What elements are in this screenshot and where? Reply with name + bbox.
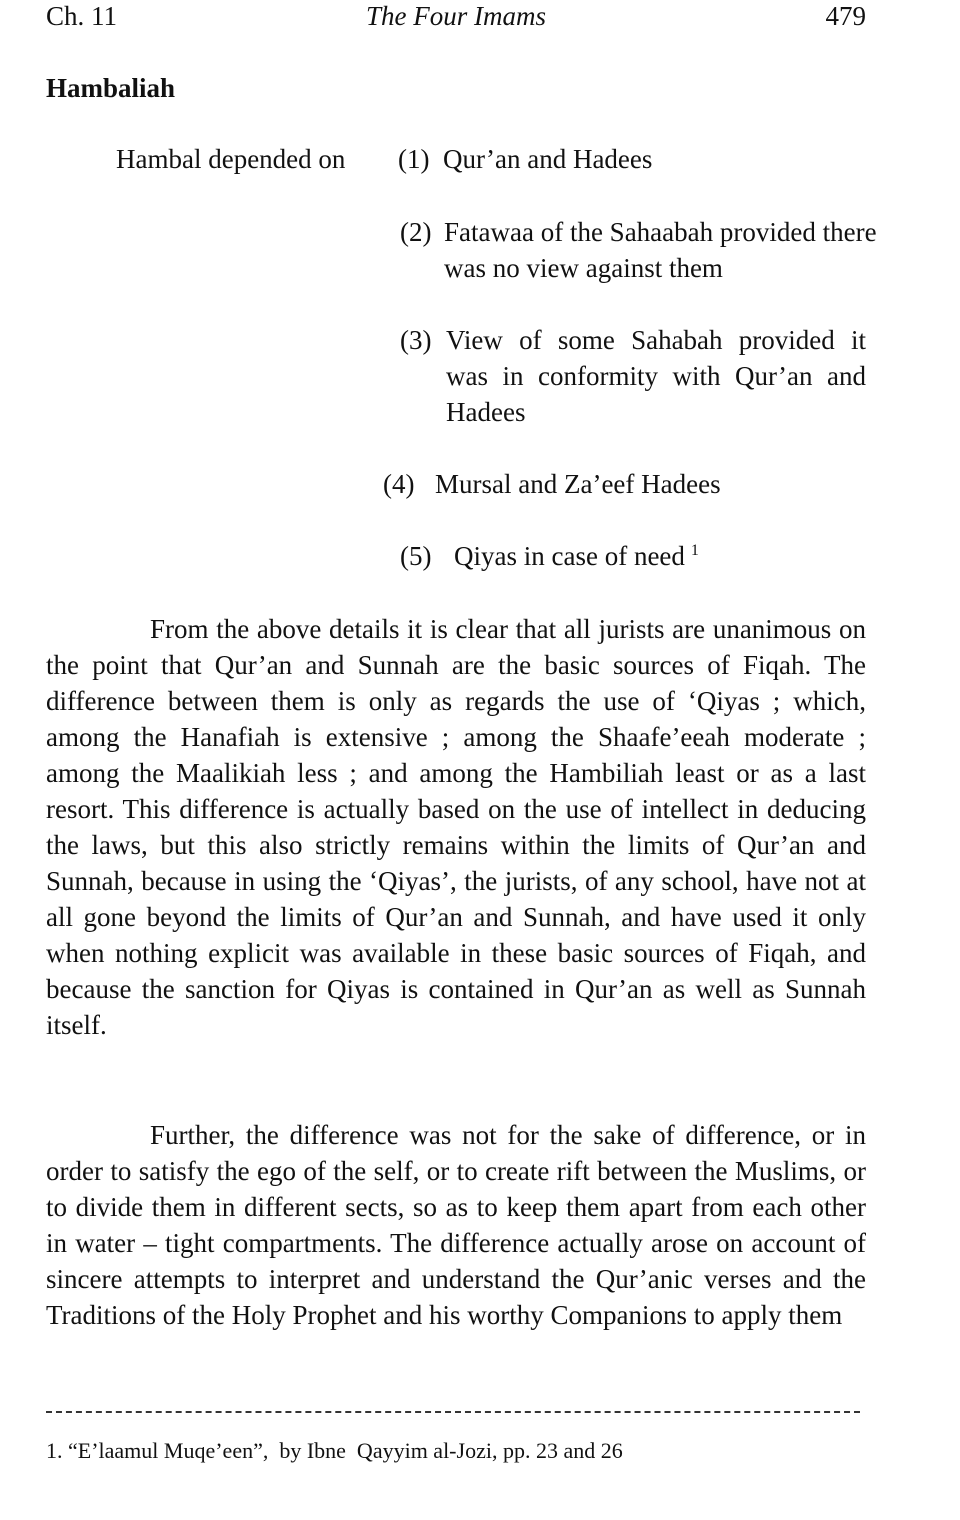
source-item-number: (2) [400,217,432,247]
source-item-number: (5) [400,541,432,571]
source-item-text: Mursal and Za’eef Hadees [435,469,721,499]
source-item-4 [383,466,803,506]
footnote-reference: 1 [690,542,699,559]
footnote-1 [46,1437,623,1465]
sources-intro: Hambal depended on [116,144,346,174]
source-item-1 [398,141,878,181]
source-item-number: (3) [400,325,432,355]
source-item-number: (4) [383,469,415,499]
source-item-number: (1) [398,144,430,174]
footnote-divider [46,1411,860,1413]
source-item-text [454,538,699,574]
section-heading: Hambaliah [46,73,176,103]
book-title: The Four Imams [366,1,546,31]
source-item-3 [400,322,870,432]
page-number: 479 [825,1,866,31]
source-item-text: Fatawaa of the Sahaabah provided there was no view against them [444,217,877,283]
footnote-number: 1. [46,1438,63,1463]
chapter-label: Ch. 11 [46,1,118,31]
footnote-text: “E’laamul Muqe’een”, by Ibne Qayyim al-Jozi, pp. 23 and 26 [68,1438,623,1463]
running-head [46,0,866,36]
source-item-5 [400,538,820,578]
source-item-text-content: Qiyas in case of need [454,541,685,571]
body-paragraph-1: From the above details it is clear that all jurists are unanimous on the point that Qur’an and Sunnah are the basic sources of Fiqah. The difference between them is only as regards the use of ‘Qiyas ; which, among the Hanafiah is extensive ; among the Shaafe’eeah moderate ; among the Maalikiah less ; and among the Hambiliah least or as a last resort. This difference is actually based on the use of intellect in deducing the laws, but this also strictly remains within the limits of Qur’an and Sunnah, because in using the ‘Qiyas’, the jurists, of any school, have not at all gone beyond the limits of Qur’an and Sunnah, and have used it only when nothing explicit was available in these basic sources of Fiqah, and because the sanction for Qiyas is contained in Qur’an as well as Sunnah itself. [46,614,866,1040]
source-item-2 [400,214,880,290]
body-paragraph-2: Further, the difference was not for the sake of difference, or in order to satisfy the ego of the self, or to create rift between the Muslims, or to divide them in different sects, so as to keep them apart from each other in water – tight compartments. The difference actually arose on account of sincere attempts to interpret and understand the Qur’anic verses and the Traditions of the Holy Prophet and his worthy Companions to apply them [46,1120,866,1330]
source-item-text: View of some Sahabah provided it was in conformity with Qur’an and Hadees [446,325,866,427]
source-item-text: Qur’an and Hadees [443,144,653,174]
